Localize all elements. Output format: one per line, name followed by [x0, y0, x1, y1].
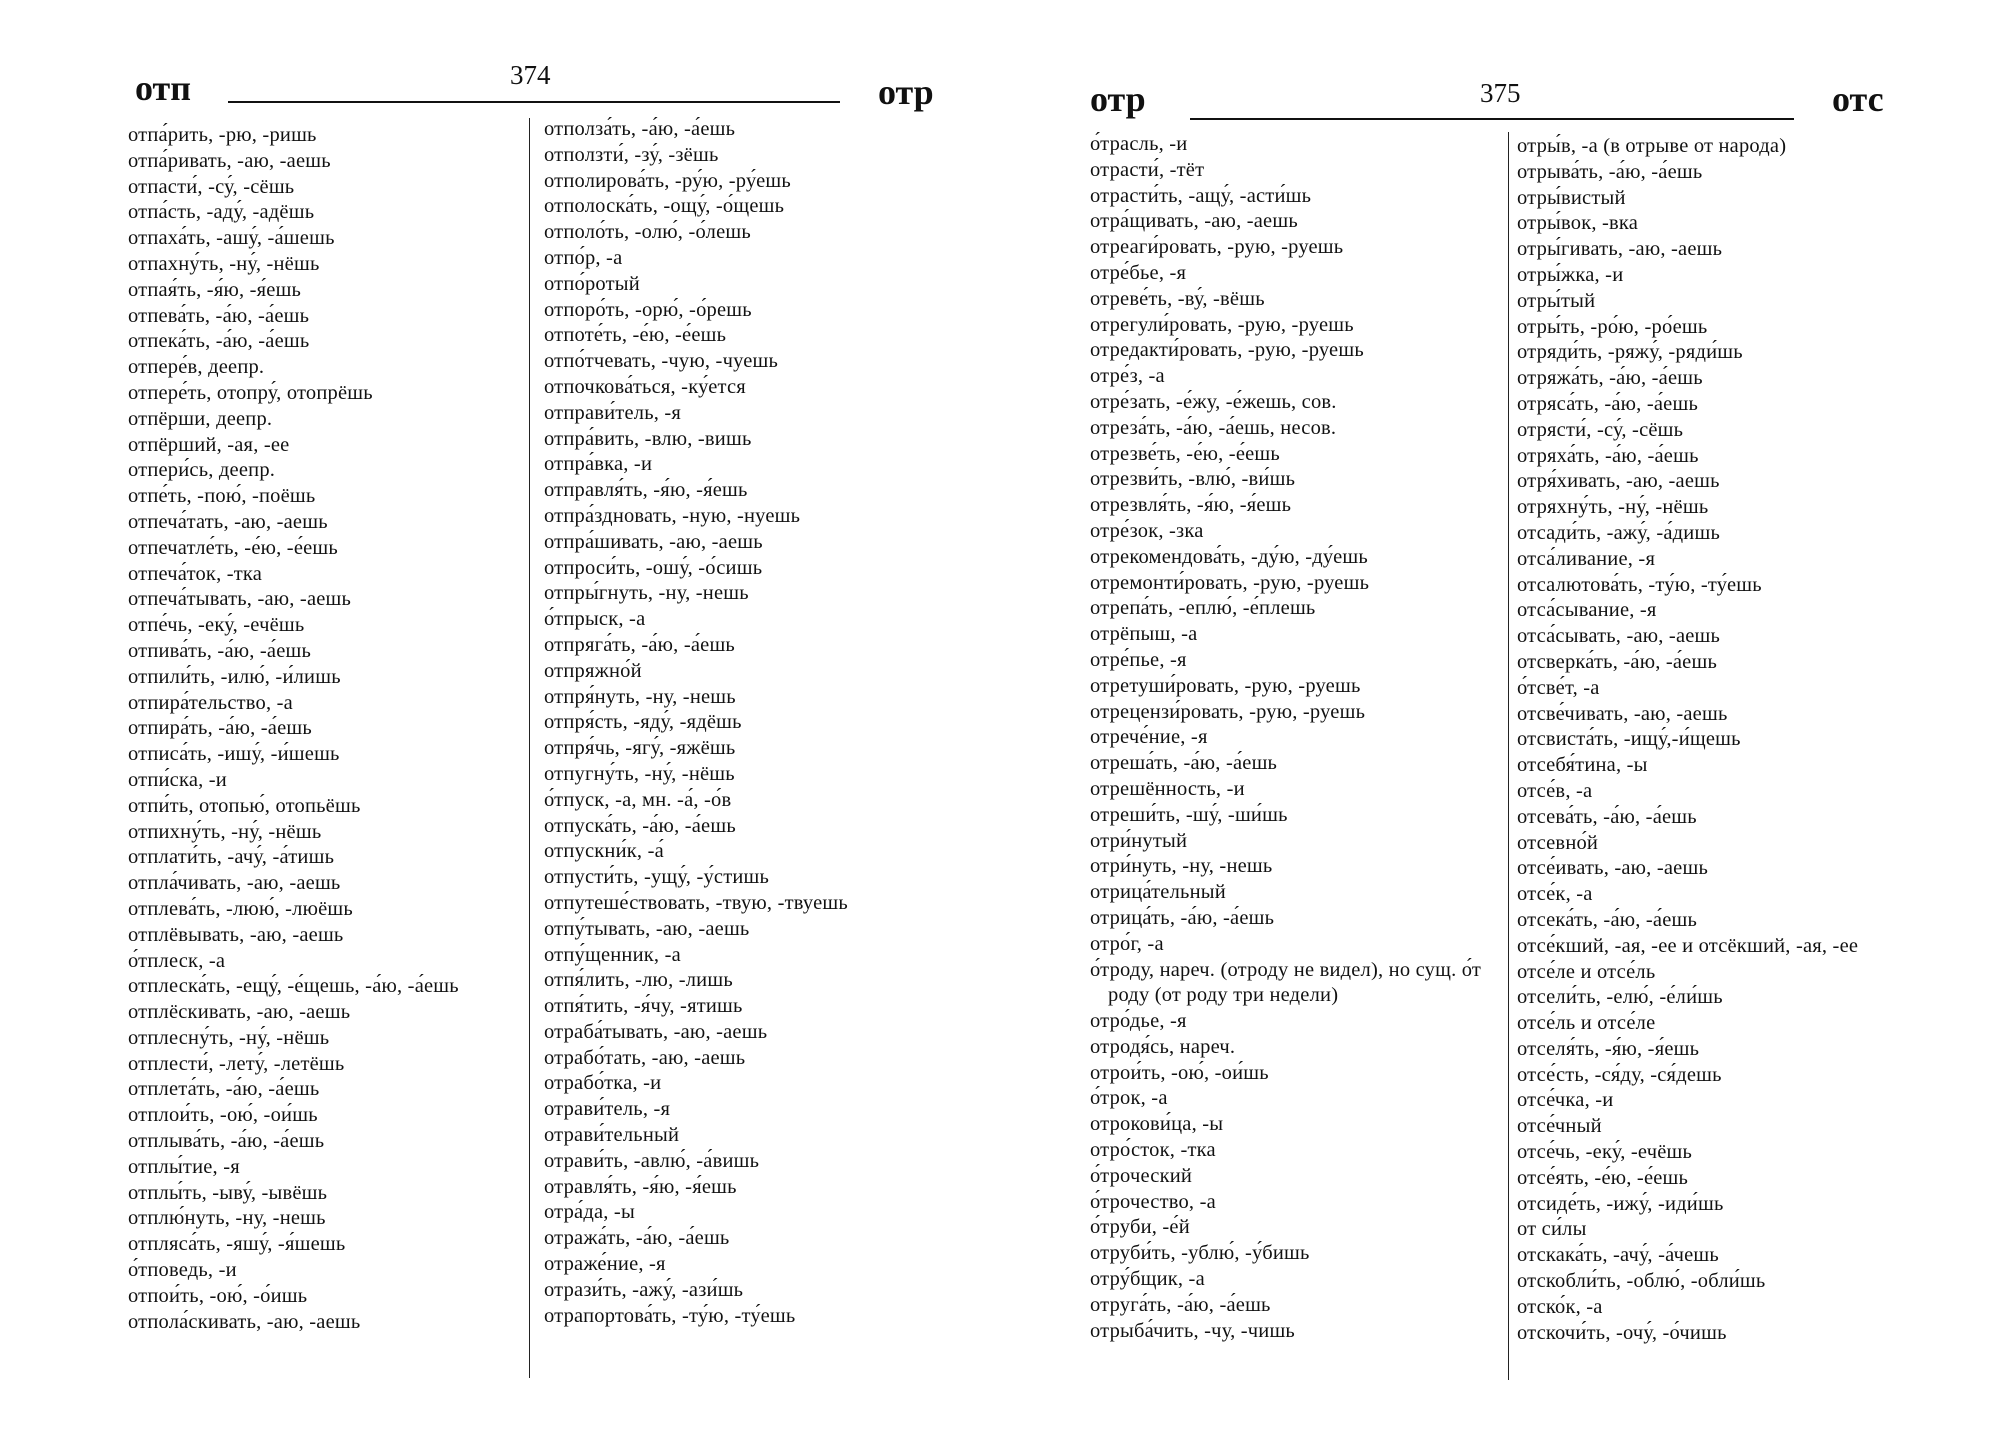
dictionary-entry: отсе́ль и отсе́ле	[1517, 1012, 1656, 1035]
dictionary-entry: отры́жка, -и	[1517, 263, 1624, 286]
right-page	[1000, 0, 2000, 1438]
dictionary-entry: отсиде́ть, -ижу́, -иди́шь	[1517, 1192, 1724, 1215]
dictionary-entry: о́труби, -е́й	[1090, 1216, 1190, 1239]
left-page-guide-word-end: отр	[878, 72, 934, 112]
dictionary-entry: отпроси́ть, -ошу́, -о́сишь	[544, 556, 763, 579]
dictionary-entry: отпе́чь, -еку́, -ечёшь	[128, 614, 305, 637]
dictionary-entry: отскака́ть, -ачу́, -а́чешь	[1517, 1244, 1719, 1267]
dictionary-entry: отпа́рить, -рю, -ришь	[128, 124, 317, 146]
dictionary-entry: отскочи́ть, -очу́, -о́чишь	[1517, 1321, 1727, 1344]
dictionary-entry: отпои́ть, -ою́, -о́ишь	[128, 1284, 308, 1307]
dictionary-entry: отпира́ть, -а́ю, -а́ешь	[128, 717, 312, 740]
dictionary-entry: отпугну́ть, -ну́, -нёшь	[544, 762, 735, 785]
dictionary-entry: отпеча́тать, -аю, -аешь	[128, 510, 328, 533]
dictionary-entry: отсе́сть, -ся́ду, -ся́дешь	[1517, 1063, 1722, 1086]
dictionary-entry: отсебя́тина, -ы	[1517, 754, 1648, 777]
dictionary-entry: отпряга́ть, -а́ю, -а́ешь	[544, 633, 735, 656]
dictionary-entry: отраба́тывать, -аю, -аешь	[544, 1020, 768, 1043]
dictionary-entry: отсе́чный	[1517, 1115, 1602, 1138]
dictionary-entry: отпека́ть, -а́ю, -а́ешь	[128, 330, 310, 353]
left-page-number: 374	[510, 60, 551, 90]
dictionary-entry: отреши́ть, -шу́, -ши́шь	[1090, 803, 1288, 826]
dictionary-entry: отретуши́ровать, -рую, -руешь	[1090, 674, 1361, 697]
dictionary-entry: отпя́лить, -лю, -лишь	[544, 969, 733, 992]
dictionary-entry: отско́к, -а	[1517, 1295, 1603, 1318]
dictionary-entry: отправи́тель, -я	[544, 401, 682, 424]
dictionary-entry: отра́да, -ы	[544, 1201, 635, 1224]
dictionary-entry: отрепа́ть, -еплю́, -е́плешь	[1090, 597, 1316, 620]
dictionary-entry: отрасти́ть, -ащу́, -асти́шь	[1090, 184, 1312, 207]
dictionary-entry: о́тпуск, -а, мн. -а́, -о́в	[544, 788, 732, 811]
dictionary-entry: отрекомендова́ть, -ду́ю, -ду́ешь	[1090, 545, 1368, 568]
dictionary-entry: отсе́чь, -еку́, -ечёшь	[1517, 1141, 1693, 1164]
dictionary-entry: отродя́сь, нареч.	[1090, 1035, 1236, 1058]
dictionary-entry: отро́г, -а	[1090, 932, 1164, 955]
dictionary-entry: отрече́ние, -я	[1090, 726, 1208, 749]
left-header-rule	[228, 101, 840, 103]
dictionary-entry: от си́лы	[1517, 1218, 1587, 1241]
dictionary-entry: отреша́ть, -а́ю, -а́ешь	[1090, 752, 1278, 775]
dictionary-entry: отплати́ть, -ачу́, -а́тишь	[128, 846, 335, 869]
dictionary-entry: отсека́ть, -а́ю, -а́ешь	[1517, 908, 1698, 931]
dictionary-entry: отплета́ть, -а́ю, -а́ешь	[128, 1078, 320, 1101]
dictionary-entry: отплыва́ть, -а́ю, -а́ешь	[128, 1130, 325, 1153]
dictionary-entry: отрыба́чить, -чу, -чишь	[1090, 1319, 1295, 1342]
dictionary-entry: о́трочество, -а	[1090, 1190, 1216, 1213]
right-column-divider	[1508, 132, 1509, 1380]
dictionary-entry: отпряжно́й	[544, 659, 642, 682]
right-page-column-2	[1517, 134, 1937, 1346]
dictionary-entry: отсе́к, -а	[1517, 883, 1593, 906]
dictionary-entry: отрази́ть, -ажу́, -ази́шь	[544, 1278, 744, 1301]
dictionary-entry: отпоте́ть, -е́ю, -е́ешь	[544, 324, 727, 347]
dictionary-entry: отплои́ть, -ою́, -ои́шь	[128, 1104, 318, 1127]
dictionary-entry: отполирова́ть, -ру́ю, -ру́ешь	[544, 169, 791, 192]
dictionary-entry: отрокови́ца, -ы	[1090, 1113, 1224, 1136]
dictionary-entry: о́троческий	[1090, 1164, 1193, 1187]
dictionary-entry: отсе́ять, -е́ю, -е́ешь	[1517, 1166, 1689, 1189]
dictionary-entry: отпили́ть, -илю́, -и́лишь	[128, 665, 341, 688]
dictionary-entry: отпеча́ток, -тка	[128, 562, 263, 585]
dictionary-entry: отпива́ть, -а́ю, -а́ешь	[128, 639, 312, 662]
dictionary-entry: отписа́ть, -ишу́, -и́шешь	[128, 743, 340, 766]
dictionary-entry: отпи́ска, -и	[128, 768, 227, 791]
dictionary-entry: отрезве́ть, -е́ю, -е́ешь	[1090, 442, 1280, 465]
dictionary-entry: отпры́гнуть, -ну, -нешь	[544, 582, 749, 605]
dictionary-entry: отряса́ть, -а́ю, -а́ешь	[1517, 392, 1698, 415]
dictionary-entry: отсве́чивать, -аю, -аешь	[1517, 702, 1728, 725]
dictionary-entry: отпа́сть, -аду́, -адёшь	[128, 201, 315, 224]
dictionary-entry: отпра́вить, -влю, -вишь	[544, 427, 752, 450]
dictionary-entry: о́тплеск, -а	[128, 949, 226, 972]
dictionary-entry: отро́дье, -я	[1090, 1010, 1187, 1033]
dictionary-entry: отрави́тель, -я	[544, 1098, 671, 1121]
dictionary-entry: отрои́ть, -ою́, -ои́шь	[1090, 1061, 1269, 1084]
dictionary-entry: отряди́ть, -ряжу́, -ряди́шь	[1517, 341, 1743, 364]
dictionary-entry: отры́вистый	[1517, 186, 1626, 209]
dictionary-entry: отпая́ть, -я́ю, -я́ешь	[128, 278, 302, 301]
dictionary-entry: отплёвывать, -аю, -аешь	[128, 923, 344, 946]
dictionary-entry: отража́ть, -а́ю, -а́ешь	[544, 1227, 730, 1250]
dictionary-entry: отре́зок, -зка	[1090, 519, 1204, 542]
dictionary-entry: отсели́ть, -елю́, -е́ли́шь	[1517, 986, 1723, 1009]
left-page-guide-word-start: отп	[135, 68, 191, 108]
dictionary-entry: отрезвля́ть, -я́ю, -я́ешь	[1090, 494, 1292, 517]
dictionary-entry: отса́сывать, -аю, -аешь	[1517, 625, 1721, 648]
dictionary-entry: отряхну́ть, -ну́, -нёшь	[1517, 496, 1709, 519]
dictionary-entry: отро́сток, -тка	[1090, 1139, 1216, 1162]
dictionary-entry: отправля́ть, -я́ю, -я́ешь	[544, 479, 748, 502]
dictionary-entry: отпе́ть, -пою́, -поёшь	[128, 485, 316, 508]
dictionary-entry: отрезви́ть, -влю́, -ви́шь	[1090, 468, 1296, 491]
dictionary-entry: отпахну́ть, -ну́, -нёшь	[128, 252, 320, 275]
dictionary-entry: отпря́сть, -яду́, -ядёшь	[544, 711, 742, 734]
dictionary-entry: отре́з, -а	[1090, 365, 1165, 388]
dictionary-entry: отруби́ть, -ублю́, -у́бишь	[1090, 1242, 1310, 1265]
dictionary-entry: отплю́нуть, -ну, -нешь	[128, 1207, 326, 1230]
dictionary-entry: отру́бщик, -а	[1090, 1268, 1205, 1291]
dictionary-entry: отсевно́й	[1517, 831, 1599, 854]
dictionary-entry: отполоска́ть, -ощу́, -о́щешь	[544, 195, 785, 218]
dictionary-entry: отрабо́тать, -аю, -аешь	[544, 1046, 746, 1069]
dictionary-entry: отплы́ть, -ыву́, -ывёшь	[128, 1181, 328, 1204]
dictionary-entry: отряжа́ть, -а́ю, -а́ешь	[1517, 367, 1703, 390]
dictionary-entry: о́трасль, -и	[1090, 133, 1188, 155]
dictionary-entry: отравля́ть, -я́ю, -я́ешь	[544, 1175, 737, 1198]
dictionary-entry: отскобли́ть, -облю́, -обли́шь	[1517, 1270, 1766, 1293]
dictionary-entry: отпо́ротый	[544, 272, 640, 295]
dictionary-entry: отпра́вка, -и	[544, 453, 653, 476]
dictionary-entry: отплы́тие, -я	[128, 1155, 240, 1178]
dictionary-entry: отры́вок, -вка	[1517, 212, 1639, 235]
left-column-divider	[529, 118, 530, 1378]
dictionary-entry: отсева́ть, -а́ю, -а́ешь	[1517, 805, 1697, 828]
dictionary-entry: отпере́в, деепр.	[128, 356, 265, 379]
dictionary-entry: отреве́ть, -ву́, -вёшь	[1090, 287, 1265, 310]
dictionary-entry: отре́бье, -я	[1090, 261, 1187, 284]
dictionary-entry: отса́сывание, -я	[1517, 599, 1657, 622]
dictionary-entry: отраже́ние, -я	[544, 1253, 666, 1276]
dictionary-entry: отпере́ть, отопру́, отопрёшь	[128, 381, 373, 404]
dictionary-entry: отсади́ть, -ажу́, -а́дишь	[1517, 521, 1720, 544]
right-page-number: 375	[1480, 78, 1521, 108]
dictionary-entry: отпечатле́ть, -е́ю, -е́ешь	[128, 536, 338, 559]
dictionary-entry: отры́ть, -ро́ю, -ро́ешь	[1517, 315, 1708, 338]
dictionary-entry: отре́пье, -я	[1090, 648, 1187, 671]
dictionary-entry: отпо́тчевать, -чую, -чуешь	[544, 350, 779, 373]
dictionary-entry: отре́зать, -е́жу, -е́жешь, сов.	[1090, 390, 1337, 413]
dictionary-entry: отрегули́ровать, -рую, -руешь	[1090, 313, 1354, 336]
dictionary-entry: отри́нуть, -ну, -нешь	[1090, 855, 1273, 878]
dictionary-entry: отпихну́ть, -ну́, -нёшь	[128, 820, 322, 843]
dictionary-entry: отрешённость, -и	[1090, 777, 1245, 800]
dictionary-entry: о́тсве́т, -а	[1517, 676, 1600, 699]
dictionary-entry: отпа́ривать, -аю, -аешь	[128, 149, 331, 172]
dictionary-entry: отрёпыш, -а	[1090, 623, 1198, 646]
dictionary-entry: о́троду, нареч. (отроду не видел), но сущ. о́т роду (от роду три недели)	[1090, 958, 1482, 1007]
dictionary-entry: отпёрши, деепр.	[128, 407, 273, 430]
dictionary-entry: отсе́кший, -ая, -ее и отсёкший, -ая, -ее	[1517, 934, 1859, 957]
dictionary-entry: отпря́нуть, -ну, -нешь	[544, 685, 736, 708]
dictionary-entry: отпутеше́ствовать, -твую, -твуешь	[544, 891, 848, 914]
dictionary-entry: отса́ливание, -я	[1517, 547, 1656, 570]
dictionary-entry: отры́в, -а (в отрыве от народа)	[1517, 135, 1787, 157]
dictionary-entry: отсе́в, -а	[1517, 779, 1593, 802]
dictionary-entry: отрасти́, -тёт	[1090, 158, 1205, 181]
dictionary-entry: отсе́ле и отсе́ль	[1517, 960, 1656, 983]
dictionary-entry: отрясти́, -су́, -сёшь	[1517, 418, 1684, 441]
dictionary-entry: отпо́р, -а	[544, 246, 623, 269]
dictionary-entry: отрица́тельный	[1090, 881, 1226, 904]
dictionary-entry: отплести́, -лету́, -летёшь	[128, 1052, 345, 1075]
dictionary-entry: отпра́шивать, -аю, -аешь	[544, 530, 763, 553]
dictionary-entry: отсалютова́ть, -ту́ю, -ту́ешь	[1517, 573, 1762, 596]
dictionary-entry: отрави́тельный	[544, 1124, 680, 1147]
dictionary-entry: отпира́тельство, -а	[128, 691, 293, 714]
right-page-guide-word-end: отс	[1832, 79, 1884, 119]
dictionary-entry: отполо́ть, -олю́, -о́лешь	[544, 221, 751, 244]
right-page-guide-word-start: отр	[1090, 79, 1146, 119]
dictionary-entry: отрапортова́ть, -ту́ю, -ту́ешь	[544, 1304, 796, 1327]
dictionary-entry: отпря́чь, -ягу́, -яжёшь	[544, 737, 736, 760]
dictionary-entry: отпоро́ть, -орю́, -о́решь	[544, 298, 752, 321]
dictionary-entry: отремонти́ровать, -рую, -руешь	[1090, 571, 1370, 594]
dictionary-entry: отпаха́ть, -ашу́, -а́шешь	[128, 227, 335, 250]
dictionary-entry: отсе́чка, -и	[1517, 1089, 1614, 1112]
dictionary-entry: отпу́щенник, -а	[544, 943, 681, 966]
dictionary-entry: отсверка́ть, -а́ю, -а́ешь	[1517, 650, 1718, 673]
dictionary-entry: отпери́сь, деепр.	[128, 459, 276, 482]
dictionary-entry: отры́гивать, -аю, -аешь	[1517, 238, 1723, 261]
dictionary-entry: отра́щивать, -аю, -аешь	[1090, 210, 1298, 233]
dictionary-entry: отпасти́, -су́, -сёшь	[128, 175, 295, 198]
left-page-column-1	[128, 123, 528, 1335]
dictionary-entry: отреза́ть, -а́ю, -а́ешь, несов.	[1090, 416, 1337, 439]
dictionary-entry: отпусти́ть, -ущу́, -у́стишь	[544, 866, 770, 889]
dictionary-entry: отрица́ть, -а́ю, -а́ешь	[1090, 906, 1275, 929]
dictionary-entry: отпу́тывать, -аю, -аешь	[544, 917, 750, 940]
dictionary-entry: отруга́ть, -а́ю, -а́ешь	[1090, 1293, 1271, 1316]
left-page-column-2	[544, 117, 964, 1329]
dictionary-entry: отря́хивать, -аю, -аешь	[1517, 470, 1720, 493]
dictionary-entry: отплесну́ть, -ну́, -нёшь	[128, 1026, 330, 1049]
dictionary-entry: о́тпрыск, -а	[544, 608, 646, 631]
dictionary-entry: отпева́ть, -а́ю, -а́ешь	[128, 304, 310, 327]
dictionary-entry: отрецензи́ровать, -рую, -руешь	[1090, 700, 1366, 723]
dictionary-entry: отпя́тить, -я́чу, -ятишь	[544, 995, 743, 1018]
dictionary-entry: о́тповедь, -и	[128, 1259, 237, 1282]
dictionary-entry: отпра́здновать, -ную, -нуешь	[544, 504, 801, 527]
dictionary-entry: отпла́чивать, -аю, -аешь	[128, 872, 341, 895]
dictionary-entry: отряха́ть, -а́ю, -а́ешь	[1517, 444, 1699, 467]
dictionary-entry: отредакти́ровать, -рую, -руешь	[1090, 339, 1364, 362]
dictionary-entry: отпляса́ть, -яшу́, -я́шешь	[128, 1233, 346, 1256]
dictionary-entry: отреаги́ровать, -рую, -руешь	[1090, 236, 1344, 259]
right-header-rule	[1190, 118, 1794, 120]
dictionary-entry: отпеча́тывать, -аю, -аешь	[128, 588, 352, 611]
dictionary-entry: отпочкова́ться, -ку́ется	[544, 375, 746, 398]
dictionary-entry: отпи́ть, отопью́, отопьёшь	[128, 794, 361, 817]
dictionary-entry: о́трок, -а	[1090, 1087, 1168, 1110]
dictionary-entry: отсвиста́ть, -ищу́,-и́щешь	[1517, 728, 1741, 751]
dictionary-entry: отпускни́к, -а́	[544, 840, 664, 863]
dictionary-entry: отпёрший, -ая, -ее	[128, 433, 290, 456]
dictionary-entry: отрави́ть, -авлю́, -а́вишь	[544, 1149, 760, 1172]
dictionary-entry: отри́нутый	[1090, 829, 1188, 852]
dictionary-entry: отпола́скивать, -аю, -аешь	[128, 1310, 361, 1333]
dictionary-entry: отплёскивать, -аю, -аешь	[128, 1001, 351, 1024]
dictionary-entry: отплеска́ть, -ещу́, -е́щешь, -а́ю, -а́ешь	[128, 975, 459, 998]
right-page-column-1	[1090, 132, 1508, 1344]
dictionary-entry: отры́тый	[1517, 289, 1596, 312]
dictionary-entry: отползти́, -зу́, -зёшь	[544, 143, 719, 166]
dictionary-entry: отселя́ть, -я́ю, -я́ешь	[1517, 1037, 1700, 1060]
dictionary-entry: отсе́ивать, -аю, -аешь	[1517, 857, 1708, 880]
dictionary-entry: отрабо́тка, -и	[544, 1072, 662, 1095]
dictionary-entry: отпуска́ть, -а́ю, -а́ешь	[544, 814, 736, 837]
dictionary-entry: отрыва́ть, -а́ю, -а́ешь	[1517, 160, 1703, 183]
dictionary-entry: отполза́ть, -а́ю, -а́ешь	[544, 118, 736, 140]
dictionary-entry: отплева́ть, -люю́, -люёшь	[128, 897, 353, 920]
